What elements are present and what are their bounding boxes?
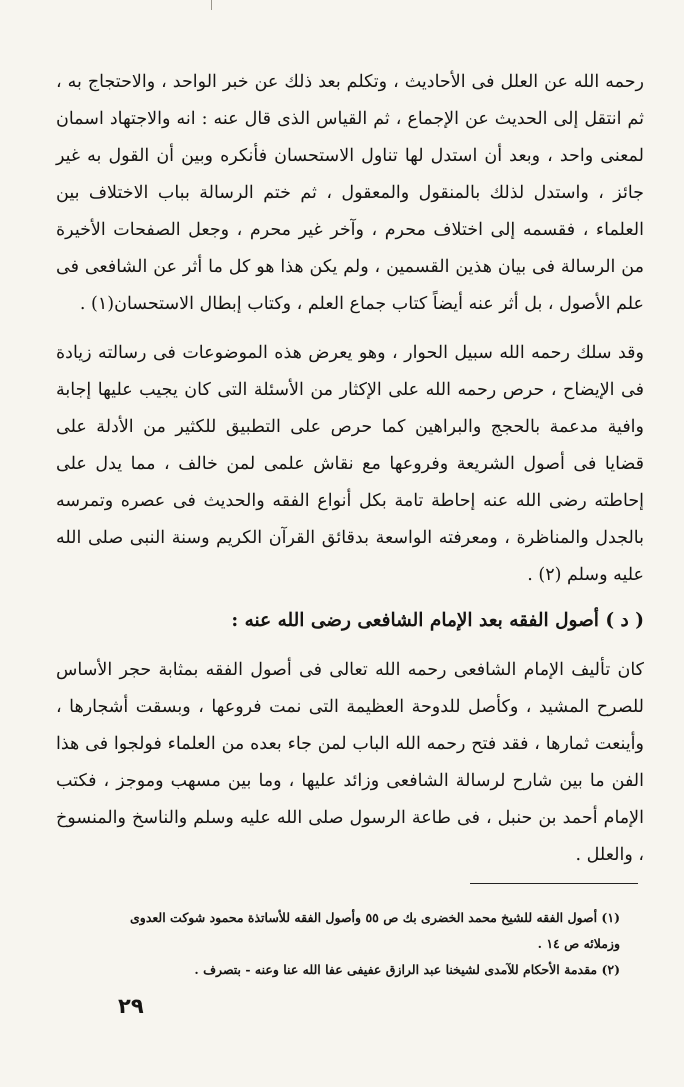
- page-body: [56, 64, 644, 874]
- footnote-rule: [470, 883, 638, 884]
- footnotes: [110, 905, 620, 983]
- footnote-2: (٢) مقدمة الأحكام للآمدى لشيخنا عبد الرازق عفيفى عفا الله عنا وعنه - بتصرف .: [194, 962, 620, 977]
- footnote-1: (١) أصول الفقه للشيخ محمد الخضرى بك ص ٥٥ وأصول الفقه للأساتذة محمود شوكت العدوى وزملائه ص ١٤ .: [130, 910, 620, 951]
- body-paragraph-2: وقد سلك رحمه الله سبيل الحوار ، وهو يعرض هذه الموضوعات فى رسالته زيادة فى الإيضاح ، حرص رحمه الله على الإكثار من الأسئلة التى كان يجيب عليها إجابة وافية مدعمة بالحجج والبراهين كما حرص على التطبيق للكثير من الأدلة على قضايا فى أصول الشريعة وفروعها مع نقاش علمى لمن خالف ، مما يدل على إحاطته رضى الله عنه إحاطة تامة بكل أنواع الفقه والحديث فى عصره وتمرسه بالجدل والمناظرة ، ومعرفته الواسعة بدقائق القرآن الكريم وسنة النبى صلى الله عليه وسلم (٢) .: [56, 343, 644, 585]
- page-number: ٢٩: [118, 994, 144, 1018]
- section-paragraph: كان تأليف الإمام الشافعى رحمه الله تعالى فى أصول الفقه بمثابة حجر الأساس للصرح المشيد ، وكأصل للدوحة العظيمة التى نمت فروعها ، وبسقت أشجارها ، وأينعت ثمارها ، فقد فتح رحمه الله الباب لمن جاء بعده من العلماء فولجوا فى هذا الفن ما بين شارح لرسالة الشافعى وزائد عليها ، وما بين مسهب وموجز ، فكتب الإمام أحمد بن حنبل ، فى طاعة الرسول صلى الله عليه وسلم والناسخ والمنسوخ ، والعلل .: [56, 660, 645, 865]
- section-heading: ( د ) أصول الفقه بعد الإمام الشافعى رضى الله عنه :: [231, 610, 644, 631]
- body-paragraph-1: رحمه الله عن العلل فى الأحاديث ، وتكلم بعد ذلك عن خبر الواحد ، والاحتجاج به ، ثم انتقل إلى الحديث عن الإجماع ، ثم القياس الذى قال عنه : انه والاجتهاد اسمان لمعنى واحد ، وبعد أن استدل لها تناول الاستحسان فأنكره وبين أن القول به غير جائز ، واستدل لذلك بالمنقول والمعقول ، ثم ختم الرسالة بباب الاختلاف بين العلماء ، فقسمه إلى اختلاف محرم ، وآخر غير محرم ، وجعل الصفحات الأخيرة من الرسالة فى بيان هذين القسمين ، ولم يكن هذا هو كل ما أثر عن الشافعى فى علم الأصول ، بل أثر عنه أيضاً كتاب جماع العلم ، وكتاب إبطال الاستحسان(١) .: [56, 72, 644, 314]
- page-edge-mark: [211, 0, 212, 10]
- footnote-separator: [0, 883, 684, 887]
